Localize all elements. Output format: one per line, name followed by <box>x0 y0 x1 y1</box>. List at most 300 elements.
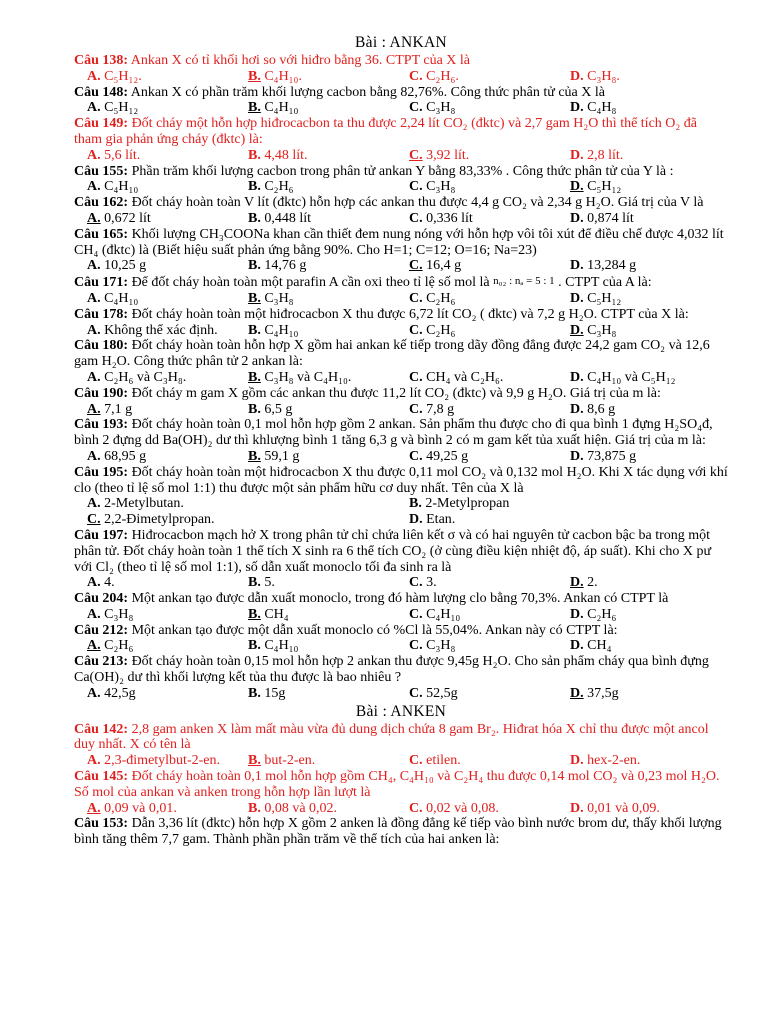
answer-option[interactable] <box>87 575 248 591</box>
option-letter: B. <box>248 606 261 622</box>
option-letter: B. <box>248 638 261 654</box>
question-body: Đốt cháy hoàn toàn V lít (đktc) hỗn hợp các ankan thu được 4,4 g CO₂ và 2,34 g H₂O. Giá trị của V là <box>128 195 704 211</box>
option-text: 15g <box>260 685 286 701</box>
answer-options <box>74 686 728 702</box>
answer-option[interactable] <box>87 449 248 465</box>
option-text: 7,1 g <box>100 401 133 417</box>
question-text <box>74 528 728 575</box>
option-letter: D. <box>570 147 584 163</box>
question-label: Câu 195: <box>74 464 129 480</box>
option-text: 4. <box>100 575 115 591</box>
option-text: C₅H₁₂ <box>100 100 139 116</box>
answer-option[interactable] <box>87 179 248 195</box>
answer-option[interactable] <box>248 291 409 307</box>
question-body: Một ankan tạo được dẫn xuất monoclo, trong đó hàm lượng clo bằng 70,3%. Ankan có CTPT là <box>128 591 669 607</box>
option-letter: A. <box>87 800 101 816</box>
option-text: 2,8 lít. <box>583 147 624 163</box>
option-letter: A. <box>87 147 101 163</box>
option-text: but-2-en. <box>260 753 316 769</box>
option-letter: C. <box>409 100 423 116</box>
answer-option[interactable] <box>409 291 570 307</box>
answer-option[interactable] <box>409 686 570 702</box>
question-q171 <box>74 274 728 307</box>
answer-option[interactable] <box>87 323 248 339</box>
question-q148 <box>74 85 728 117</box>
answer-option[interactable] <box>248 69 409 85</box>
option-text: C₄H₁₀ <box>260 322 299 338</box>
option-letter: B. <box>248 401 261 417</box>
answer-option[interactable] <box>248 258 409 274</box>
question-q162 <box>74 195 728 227</box>
question-label: Câu 180: <box>74 338 129 354</box>
option-text: 5. <box>260 575 275 591</box>
answer-option[interactable] <box>409 512 728 528</box>
question-label: Câu 212: <box>74 622 129 638</box>
option-letter: B. <box>248 290 261 306</box>
option-text: CH₄ <box>583 638 612 654</box>
question-q212 <box>74 623 728 655</box>
option-text: C₅H₁₂ <box>583 290 622 306</box>
option-letter: C. <box>409 753 423 769</box>
answer-option[interactable] <box>409 211 570 227</box>
answer-option[interactable] <box>248 402 409 418</box>
answer-option[interactable] <box>570 179 728 195</box>
option-letter: A. <box>87 401 101 417</box>
option-letter: B. <box>248 179 261 195</box>
option-letter: C. <box>409 638 423 654</box>
option-text: 7,8 g <box>422 401 455 417</box>
question-body: Đốt cháy hoàn toàn một hiđrocacbon X thu được 0,11 mol CO₂ và 0,132 mol H₂O. Khi X tác dụng với khí clo (theo tỉ lệ số mol 1:1) thu được một sản phẩm hữu cơ duy nhất. Tên của X là <box>74 464 728 496</box>
answer-options <box>74 607 728 623</box>
question-text <box>74 769 728 801</box>
option-text: CH₄ và C₂H₆. <box>422 369 504 385</box>
answer-options <box>74 291 728 307</box>
option-letter: D. <box>570 800 584 816</box>
question-q155 <box>74 164 728 196</box>
answer-option[interactable] <box>409 323 570 339</box>
option-text: etilen. <box>422 753 461 769</box>
option-text: C₄H₁₀. <box>260 68 302 84</box>
option-letter: A. <box>87 606 101 622</box>
answer-option[interactable] <box>87 638 248 654</box>
question-body: Đốt cháy m gam X gồm các ankan thu được 11,2 lít CO₂ (đktc) và 9,9 g H₂O. Giá trị của m là: <box>128 385 661 401</box>
question-body: Hiđrocacbon mạch hở X trong phân tử chỉ chứa liên kết σ và có hai nguyên tử cacbon bậc ba trong một phân tử. Đốt cháy hoàn toàn 1 thể tích X sinh ra 6 thể tích CO₂ (ở cùng điều kiện nhiệt độ, áp suất). Khi cho X pư với Cl₂ (theo tỉ lệ số mol 1:1), số dẫn xuất monoclo tối đa sinh ra là <box>74 527 712 575</box>
answer-option[interactable] <box>570 402 728 418</box>
answer-options <box>74 370 728 386</box>
question-text <box>74 227 728 259</box>
answer-option[interactable] <box>570 148 728 164</box>
question-label: Câu 204: <box>74 591 129 607</box>
answer-option[interactable] <box>409 69 570 85</box>
option-text: C₃H₈ <box>422 100 456 116</box>
option-text: C₂H₆ <box>260 179 294 195</box>
option-letter: C. <box>409 147 423 163</box>
option-text: 59,1 g <box>260 448 300 464</box>
answer-option[interactable] <box>248 100 409 116</box>
option-letter: B. <box>248 575 261 591</box>
question-text <box>74 386 728 402</box>
option-letter: B. <box>248 258 261 274</box>
option-text: 0,336 lít <box>422 210 473 226</box>
option-letter: A. <box>87 100 101 116</box>
option-text: C₃H₈ và C₄H₁₀. <box>260 369 352 385</box>
question-q138 <box>74 53 728 85</box>
option-letter: A. <box>87 258 101 274</box>
answer-option[interactable] <box>570 753 728 769</box>
option-text: C₃H₈. <box>583 68 620 84</box>
answer-option[interactable] <box>87 370 248 386</box>
answer-option[interactable] <box>409 496 728 512</box>
option-letter: A. <box>87 322 101 338</box>
answer-option[interactable] <box>87 686 248 702</box>
question-body: Đốt cháy hoàn toàn 0,1 mol hỗn hợp gồm 2 ankan. Sản phẩm thu được cho đi qua bình 1 đựng H₂SO₄đ, bình 2 đựng dd Ba(OH)₂ dư thì khlượng bình 1 tăng 6,3 g và bình 2 có m gam kết tủa xuất hiện. Giá trị của m là: <box>74 417 713 449</box>
answer-option[interactable] <box>570 370 728 386</box>
question-body: Đốt cháy hoàn toàn 0,15 mol hỗn hợp 2 ankan thu được 9,45g H₂O. Cho sản phẩm cháy qua bình đựng Ca(OH)₂ dư thì khối lượng kết tủa thu được là bao nhiêu ? <box>74 654 709 686</box>
option-letter: D. <box>570 448 584 464</box>
option-text: 8,6 g <box>583 401 616 417</box>
question-list-anken <box>74 722 728 848</box>
answer-option[interactable] <box>570 323 728 339</box>
option-letter: C. <box>409 401 423 417</box>
option-letter: B. <box>248 448 261 464</box>
answer-option[interactable] <box>87 148 248 164</box>
answer-option[interactable] <box>87 211 248 227</box>
answer-options <box>74 323 728 339</box>
option-text: 4,48 lít. <box>260 147 308 163</box>
option-text: 52,5g <box>422 685 458 701</box>
option-letter: A. <box>87 68 101 84</box>
option-text: Etan. <box>422 512 456 528</box>
answer-option[interactable] <box>248 575 409 591</box>
section-title-anken: Bài : ANKEN <box>355 702 447 720</box>
answer-option[interactable] <box>87 100 248 116</box>
answer-option[interactable] <box>248 686 409 702</box>
option-text: 6,5 g <box>260 401 293 417</box>
option-text: C₂H₆ <box>583 606 617 622</box>
option-text: 16,4 g <box>422 258 462 274</box>
option-text: C₄H₈ <box>583 100 617 116</box>
answer-option[interactable] <box>409 258 570 274</box>
option-text: 2-Metylpropan <box>421 496 510 512</box>
option-text: C₃H₈ <box>422 638 456 654</box>
question-text <box>74 338 728 370</box>
answer-options <box>74 801 728 817</box>
answer-option[interactable] <box>570 211 728 227</box>
option-text: 0,09 và 0,01. <box>100 800 177 816</box>
question-label: Câu 155: <box>74 163 129 179</box>
question-text <box>74 623 728 639</box>
question-q145 <box>74 769 728 816</box>
option-text: C₄H₁₀ <box>100 290 139 306</box>
question-label: Câu 193: <box>74 417 129 433</box>
option-text: C₅H₁₂ <box>583 179 622 195</box>
option-letter: B. <box>248 210 261 226</box>
option-text: 49,25 g <box>422 448 469 464</box>
question-text <box>74 465 728 497</box>
answer-options <box>74 402 728 418</box>
answer-option[interactable] <box>87 512 409 528</box>
answer-options <box>74 100 728 116</box>
option-text: C₂H₆ và C₃H₈. <box>100 369 187 385</box>
option-letter: C. <box>409 322 423 338</box>
answer-options <box>74 753 728 769</box>
answer-option[interactable] <box>570 575 728 591</box>
option-letter: D. <box>570 290 584 306</box>
answer-option[interactable] <box>87 607 248 623</box>
answer-option[interactable] <box>409 575 570 591</box>
question-label: Câu 142: <box>74 721 129 737</box>
option-text: 2,2-Đimetylpropan. <box>100 512 215 528</box>
question-body: Để đốt cháy hoàn toàn một parafin A cần oxi theo tỉ lệ số mol là <box>128 275 494 291</box>
option-letter: B. <box>409 496 422 512</box>
answer-option[interactable] <box>570 69 728 85</box>
option-text: 2,3-đimetylbut-2-en. <box>100 753 220 769</box>
option-text: C₄H₁₀ <box>100 179 139 195</box>
answer-option[interactable] <box>409 402 570 418</box>
option-text: C₃H₈ <box>583 322 617 338</box>
option-text: 68,95 g <box>100 448 147 464</box>
option-text: 14,76 g <box>260 258 307 274</box>
option-letter: C. <box>409 448 423 464</box>
question-label: Câu 165: <box>74 226 129 242</box>
question-text <box>74 164 728 180</box>
answer-option[interactable] <box>87 496 409 512</box>
answer-option[interactable] <box>87 258 248 274</box>
answer-option[interactable] <box>248 638 409 654</box>
question-body: Đốt cháy hoàn toàn hỗn hợp X gồm hai ankan kế tiếp trong dãy đồng đẳng được 24,2 gam CO₂ và 12,6 gam H₂O. Công thức phân tử 2 ankan là: <box>74 338 710 370</box>
question-text <box>74 195 728 211</box>
answer-option[interactable] <box>570 291 728 307</box>
answer-options <box>74 496 728 528</box>
option-text: 0,672 lít <box>100 210 151 226</box>
question-q190 <box>74 386 728 418</box>
question-text <box>74 116 728 148</box>
option-text: 3,92 lít. <box>422 147 470 163</box>
question-text <box>74 53 728 69</box>
answer-option[interactable] <box>570 100 728 116</box>
question-label: Câu 213: <box>74 654 129 670</box>
answer-option[interactable] <box>248 370 409 386</box>
question-body: Ankan X có tỉ khối hơi so với hiđro bằng 36. CTPT của X là <box>128 53 471 68</box>
question-label: Câu 149: <box>74 116 129 132</box>
question-text <box>74 722 728 754</box>
option-text: C₄H₁₀ và C₅H₁₂ <box>583 369 676 385</box>
option-text: C₃H₈ <box>422 179 456 195</box>
option-letter: C. <box>409 685 423 701</box>
question-body: Phần trăm khối lượng cacbon trong phân tử ankan Y bằng 83,33% . Công thức phân tử của Y là : <box>128 163 674 179</box>
answer-option[interactable] <box>409 100 570 116</box>
option-letter: D. <box>570 753 584 769</box>
question-label: Câu 148: <box>74 84 129 100</box>
answer-option[interactable] <box>409 607 570 623</box>
option-text: Không thể xác định. <box>100 322 218 338</box>
option-letter: B. <box>248 322 261 338</box>
question-label: Câu 145: <box>74 769 129 785</box>
option-letter: A. <box>87 496 101 512</box>
question-label: Câu 138: <box>74 53 129 68</box>
question-label: Câu 153: <box>74 816 129 832</box>
option-letter: C. <box>409 210 423 226</box>
option-letter: D. <box>570 258 584 274</box>
option-letter: C. <box>409 290 423 306</box>
answer-option[interactable] <box>87 402 248 418</box>
answer-option[interactable] <box>570 801 728 817</box>
option-text: 37,5g <box>583 685 619 701</box>
option-letter: C. <box>409 258 423 274</box>
option-letter: A. <box>87 575 101 591</box>
option-text: C₃H₈ <box>260 290 294 306</box>
option-text: 42,5g <box>100 685 136 701</box>
answer-options <box>74 179 728 195</box>
question-text <box>74 85 728 101</box>
question-q195 <box>74 465 728 528</box>
option-letter: D. <box>409 512 423 528</box>
answer-option[interactable] <box>409 370 570 386</box>
answer-option[interactable] <box>570 258 728 274</box>
answer-option[interactable] <box>87 69 248 85</box>
question-body: 2,8 gam anken X làm mất màu vừa đủ dung dịch chứa 8 gam Br₂. Hiđrat hóa X chỉ thu được một ancol duy nhất. X có tên là <box>74 721 709 753</box>
question-body: Ankan X có phần trăm khối lượng cacbon bằng 82,76%. Công thức phân tử của X là <box>128 84 605 100</box>
option-letter: B. <box>248 68 261 84</box>
option-letter: B. <box>248 753 261 769</box>
answer-option[interactable] <box>570 607 728 623</box>
question-text <box>74 417 728 449</box>
answer-option[interactable] <box>248 449 409 465</box>
option-letter: D. <box>570 575 584 591</box>
answer-option[interactable] <box>87 801 248 817</box>
answer-option[interactable] <box>409 638 570 654</box>
answer-options <box>74 258 728 274</box>
answer-option[interactable] <box>248 179 409 195</box>
option-letter: B. <box>248 685 261 701</box>
option-letter: A. <box>87 290 101 306</box>
option-letter: C. <box>409 369 423 385</box>
option-text: 10,25 g <box>100 258 147 274</box>
question-body: Dẫn 3,36 lít (đktc) hỗn hợp X gồm 2 anken là đồng đẳng kế tiếp vào bình nước brom dư, thấy khối lượng bình tăng thêm 7,7 gam. Thành phần phần trăm về thể tích của hai anken là: <box>74 816 722 848</box>
option-letter: C. <box>409 606 423 622</box>
question-body: Một ankan tạo được một dẫn xuất monoclo có %Cl là 55,04%. Ankan này có CTPT là: <box>128 622 618 638</box>
answer-option[interactable] <box>248 607 409 623</box>
answer-option[interactable] <box>248 211 409 227</box>
question-label: Câu 162: <box>74 195 129 211</box>
option-text: C₂H₆. <box>422 68 459 84</box>
option-text: C₃H₈ <box>100 606 134 622</box>
question-label: Câu 178: <box>74 306 129 322</box>
question-q197 <box>74 528 728 591</box>
question-body: Khối lượng CH₃COONa khan cần thiết đem nung nóng với hỗn hợp vôi tôi xút để điều chế được 4,032 lít CH₄ (đktc) là (Biết hiệu suất phản ứng bằng 90%. Cho H=1; C=12; O=16; Na=23) <box>74 226 724 258</box>
option-text: 0,08 và 0,02. <box>260 800 338 816</box>
option-letter: B. <box>248 100 261 116</box>
answer-option[interactable] <box>409 801 570 817</box>
answer-option[interactable] <box>248 148 409 164</box>
answer-option[interactable] <box>248 801 409 817</box>
option-letter: C. <box>409 179 423 195</box>
question-q178 <box>74 307 728 339</box>
question-q180 <box>74 338 728 385</box>
question-text <box>74 654 728 686</box>
option-letter: D. <box>570 322 584 338</box>
option-letter: D. <box>570 638 584 654</box>
option-letter: A. <box>87 369 101 385</box>
option-letter: A. <box>87 210 101 226</box>
question-q213 <box>74 654 728 701</box>
option-letter: B. <box>248 147 261 163</box>
option-text: 0,01 và 0,09. <box>583 800 660 816</box>
option-letter: D. <box>570 369 584 385</box>
answer-option[interactable] <box>409 449 570 465</box>
option-text: 73,875 g <box>583 448 637 464</box>
question-q193 <box>74 417 728 464</box>
option-text: C₄H₁₀ <box>260 638 299 654</box>
option-letter: D. <box>570 210 584 226</box>
ratio-formula: n₀₂ : nₐ = 5 : 1 <box>493 275 555 288</box>
option-text: C₂H₆ <box>422 322 456 338</box>
option-letter: D. <box>570 100 584 116</box>
question-q142 <box>74 722 728 769</box>
answer-options <box>74 575 728 591</box>
question-body: Đốt cháy hoàn toàn 0,1 mol hỗn hợp gồm CH₄, C₄H₁₀ và C₂H₄ thu được 0,14 mol CO₂ và 0,23 mol H₂O. Số mol của ankan và anken trong hỗn hợp lần lượt là <box>74 769 720 800</box>
option-text: CH₄ <box>260 606 289 622</box>
option-text: 13,284 g <box>583 258 637 274</box>
option-letter: A. <box>87 448 101 464</box>
answer-option[interactable] <box>409 148 570 164</box>
option-letter: C. <box>87 512 101 528</box>
answer-options <box>74 69 728 85</box>
question-text <box>74 307 728 323</box>
question-list-ankan <box>74 53 728 702</box>
answer-option[interactable] <box>570 449 728 465</box>
answer-option[interactable] <box>570 686 728 702</box>
option-text: hex-2-en. <box>583 753 641 769</box>
question-label: Câu 171: <box>74 275 129 291</box>
option-letter: C. <box>409 575 423 591</box>
option-text: C₂H₆ <box>422 290 456 306</box>
question-text <box>74 591 728 607</box>
answer-option[interactable] <box>248 753 409 769</box>
option-text: 0,874 lít <box>583 210 634 226</box>
option-text: 0,448 lít <box>260 210 312 226</box>
option-text: C₄H₁₀ <box>260 100 299 116</box>
option-text: C₂H₆ <box>100 638 134 654</box>
question-q165 <box>74 227 728 274</box>
answer-options <box>74 211 728 227</box>
option-letter: C. <box>409 68 423 84</box>
option-letter: B. <box>248 800 261 816</box>
option-text: 2-Metylbutan. <box>100 496 184 512</box>
question-body-tail: . CTPT của A là: <box>554 275 652 291</box>
answer-options <box>74 148 728 164</box>
option-text: C₅H₁₂. <box>100 68 142 84</box>
answer-option[interactable] <box>87 291 248 307</box>
answer-option[interactable] <box>248 323 409 339</box>
answer-option[interactable] <box>409 753 570 769</box>
question-label: Câu 197: <box>74 527 129 543</box>
question-body: Đốt cháy một hỗn hợp hiđrocacbon ta thu được 2,24 lít CO₂ (đktc) và 2,7 gam H₂O thì thể tích O₂ đã tham gia phản ứng cháy (đktc) là: <box>74 116 697 147</box>
answer-option[interactable] <box>409 179 570 195</box>
option-text: 2. <box>583 575 598 591</box>
option-letter: A. <box>87 753 101 769</box>
option-letter: D. <box>570 179 584 195</box>
question-label: Câu 190: <box>74 385 129 401</box>
question-body: Đốt cháy hoàn toàn một hiđrocacbon X thu được 6,72 lít CO₂ ( đktc) và 7,2 g H₂O. CTPT của X là: <box>128 306 689 322</box>
option-letter: D. <box>570 685 584 701</box>
option-letter: D. <box>570 68 584 84</box>
question-q149 <box>74 116 728 163</box>
answer-option[interactable] <box>87 753 248 769</box>
section-title-ankan: Bài : ANKAN <box>355 34 447 51</box>
answer-option[interactable] <box>570 638 728 654</box>
question-text <box>74 274 728 291</box>
